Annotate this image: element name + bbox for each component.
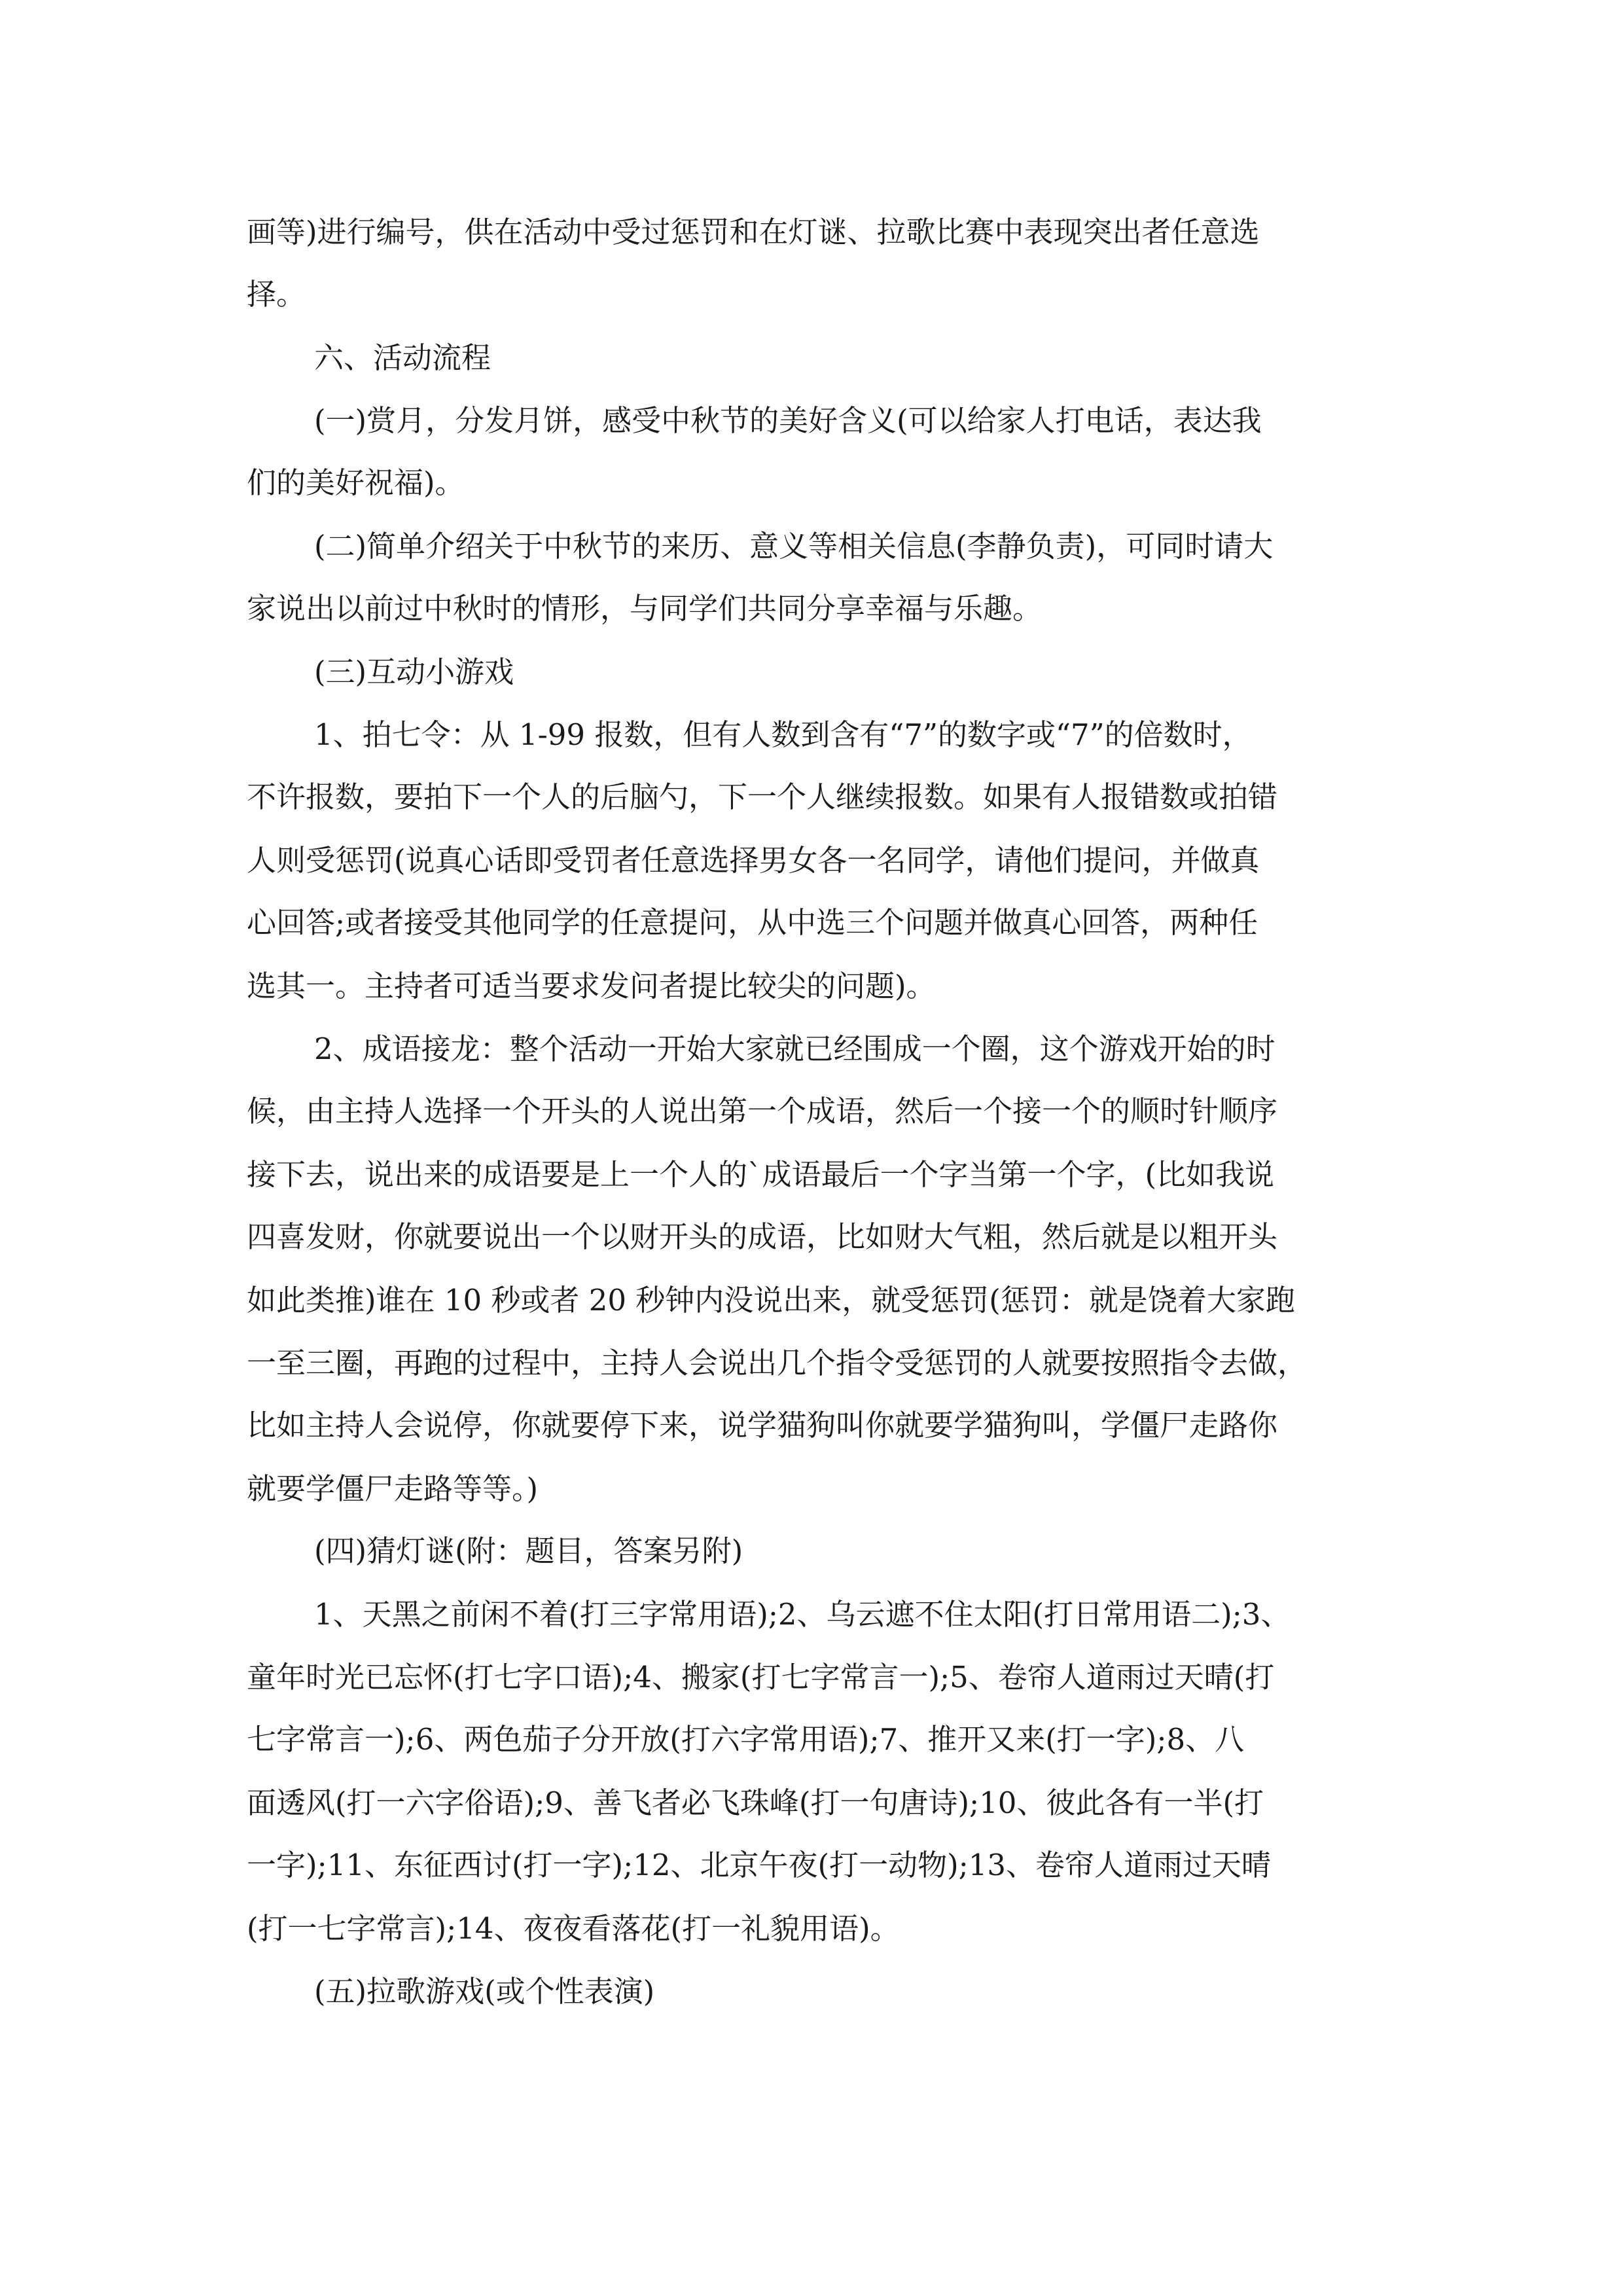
text-line: 择。 [247,277,306,312]
text-line: 一至三圈，再跑的过程中，主持人会说出几个指令受惩罚的人就要按照指令去做， [247,1346,1308,1380]
text-line: (一)赏月，分发月饼，感受中秋节的美好含义(可以给家人打电话，表达我 [314,403,1262,438]
text-line: 2、成语接龙：整个活动一开始大家就已经围成一个圈，这个游戏开始的时 [314,1031,1275,1066]
text-line: 如此类推)谁在 10 秒或者 20 秒钟内没说出来，就受惩罚(惩罚：就是饶着大家跑 [247,1283,1295,1318]
text-line: 1、天黑之前闲不着(打三字常用语);2、乌云遮不住太阳(打日常用语二);3、 [314,1597,1291,1632]
text-line: 比如主持人会说停，你就要停下来，说学猫狗叫你就要学猫狗叫，学僵尸走路你 [247,1408,1278,1443]
subsection-heading: (五)拉歌游戏(或个性表演) [314,1974,655,2009]
section-heading: 六、活动流程 [314,340,491,375]
text-line: 四喜发财，你就要说出一个以财开头的成语，比如财大气粗，然后就是以粗开头 [247,1219,1278,1254]
text-line: 一字);11、东征西讨(打一字);12、北京午夜(打一动物);13、卷帘人道雨过天晴 [247,1848,1272,1882]
text-line: (打一七字常言);14、夜夜看落花(打一礼貌用语)。 [247,1911,900,1946]
text-line: 不许报数，要拍下一个人的后脑勺，下一个人继续报数。如果有人报错数或拍错 [247,780,1278,814]
text-line: 七字常言一);6、两色茄子分开放(打六字常用语);7、推开又来(打一字);8、八 [247,1722,1245,1757]
text-line: 童年时光已忘怀(打七字口语);4、搬家(打七字常言一);5、卷帘人道雨过天晴(打 [247,1660,1275,1695]
subsection-heading: (三)互动小游戏 [314,655,514,689]
subsection-heading: (四)猜灯谜(附：题目，答案另附) [314,1534,743,1568]
text-line: 选其一。主持者可适当要求发问者提比较尖的问题)。 [247,969,936,1003]
text-line: 画等)进行编号，供在活动中受过惩罚和在灯谜、拉歌比赛中表现突出者任意选 [247,215,1260,249]
text-line: 就要学僵尸走路等等。) [247,1471,539,1506]
text-line: 心回答;或者接受其他同学的任意提问，从中选三个问题并做真心回答，两种任 [247,905,1258,940]
text-line: 们的美好祝福)。 [247,465,465,500]
text-line: 候，由主持人选择一个开头的人说出第一个成语，然后一个接一个的顺时针顺序 [247,1094,1278,1128]
text-line: 面透风(打一六字俗语);9、善飞者必飞珠峰(打一句唐诗);10、彼此各有一半(打 [247,1785,1264,1820]
text-line: 1、拍七令：从 1-99 报数，但有人数到含有“7”的数字或“7”的倍数时， [314,717,1252,752]
text-line: 人则受惩罚(说真心话即受罚者任意选择男女各一名同学，请他们提问，并做真 [247,843,1260,878]
text-line: (二)简单介绍关于中秋节的来历、意义等相关信息(李静负责)，可同时请大 [314,529,1274,564]
text-line: 接下去，说出来的成语要是上一个人的`成语最后一个字当第一个字，(比如我说 [247,1157,1275,1192]
text-line: 家说出以前过中秋时的情形，与同学们共同分享幸福与乐趣。 [247,591,1043,626]
